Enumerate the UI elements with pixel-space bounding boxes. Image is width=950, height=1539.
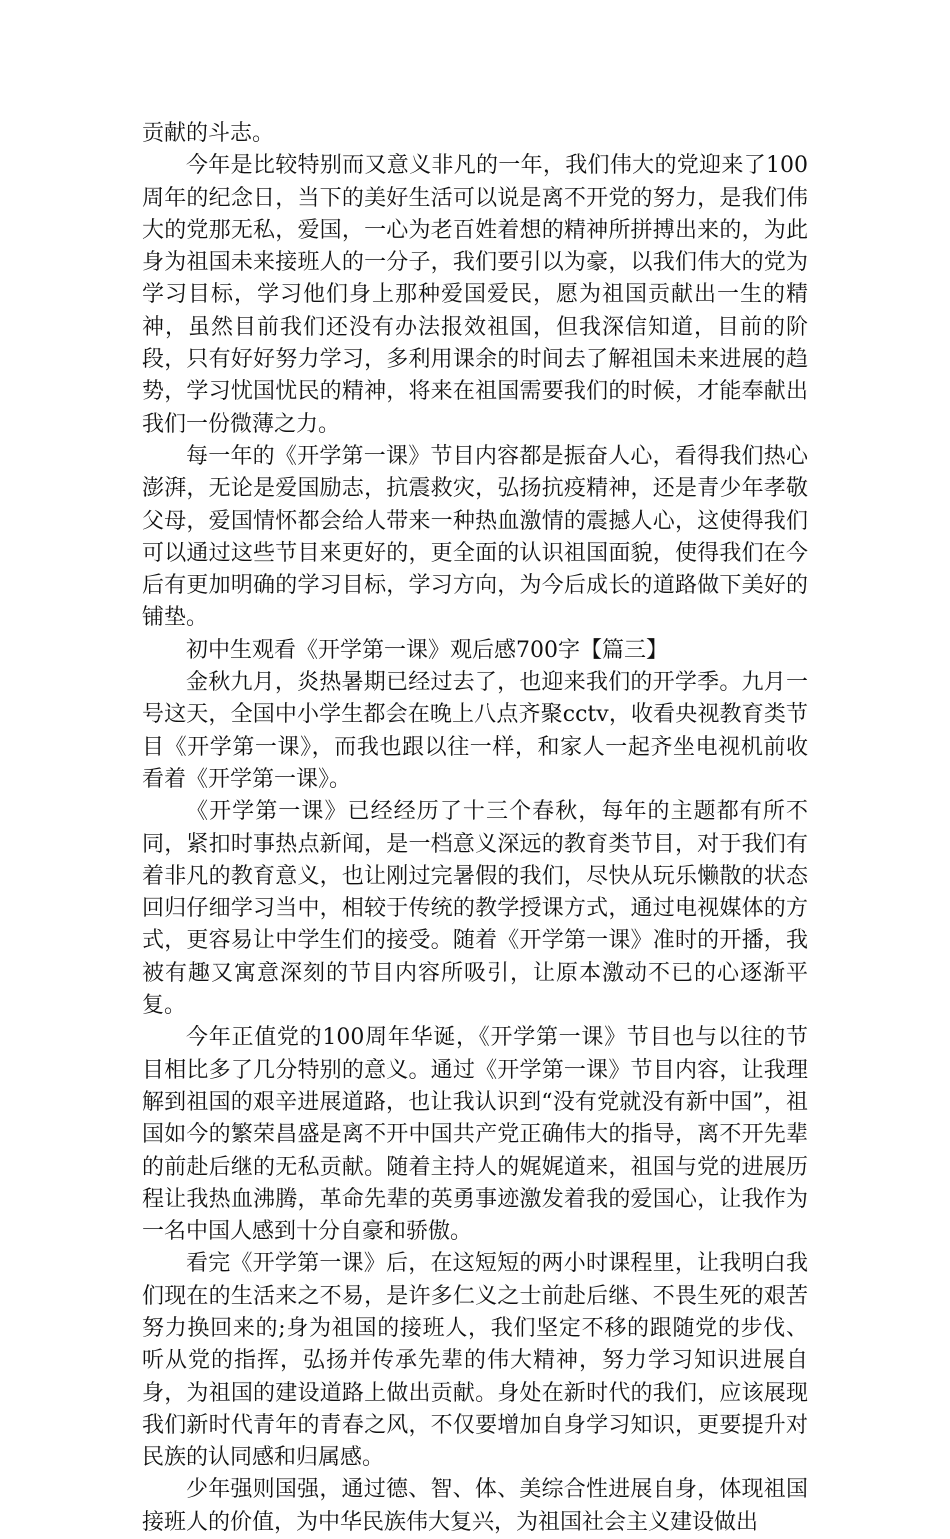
- paragraph-strong-youth: 少年强则国强，通过德、智、体、美综合性进展自身，体现祖国接班人的价值，为中华民族伟大复兴，为祖国社会主义建设做出: [142, 1477, 808, 1535]
- paragraph-continuation: 贡献的斗志。: [142, 121, 275, 146]
- document-body: [142, 118, 808, 1539]
- paragraph-golden-autumn: 金秋九月，炎热暑期已经过去了，也迎来我们的开学季。九月一号这天，全国中小学生都会在晚上八点齐聚cctv，收看央视教育类节目《开学第一课》，而我也跟以往一样，和家人一起齐坐电视机前收看着《开学第一课》。: [142, 670, 808, 792]
- paragraph-program-inspiring: 每一年的《开学第一课》节目内容都是振奋人心，看得我们热心澎湃，无论是爱国励志，抗震救灾，弘扬抗疫精神，还是青少年孝敬父母，爱国情怀都会给人带来一种热血激情的震撼人心，这使得我们可以通过这些节目来更好的，更全面的认识祖国面貌，使得我们在今后有更加明确的学习目标，学习方向，为今后成长的道路做下美好的铺垫。: [142, 443, 808, 631]
- section-heading: 初中生观看《开学第一课》观后感700字【篇三】: [186, 637, 668, 663]
- paragraph-after-watching: 看完《开学第一课》后，在这短短的两小时课程里，让我明白我们现在的生活来之不易，是许多仁义之士前赴后继、不畏生死的艰苦努力换回来的;身为祖国的接班人，我们坚定不移的跟随党的步伐、听从党的指挥，弘扬并传承先辈的伟大精神，努力学习知识进展自身，为祖国的建设道路上做出贡献。身处在新时代的我们，应该展现我们新时代青年的青春之风，不仅要增加自身学习知识，更要提升对民族的认同感和归属感。: [142, 1251, 808, 1471]
- paragraph-centenary-meaning: 今年正值党的100周年华诞，《开学第一课》节目也与以往的节目相比多了几分特别的意义。通过《开学第一课》节目内容，让我理解到祖国的艰辛进展道路，也让我认识到“没有党就没有新中国”，祖国如今的繁荣昌盛是离不开中国共产党正确伟大的指导，离不开先辈的前赴后继的无私贡献。随着主持人的娓娓道来，祖国与党的进展历程让我热血沸腾，革命先辈的英勇事迹激发着我的爱国心，让我作为一名中国人感到十分自豪和骄傲。: [142, 1025, 808, 1245]
- paragraph-thirteen-years: 《开学第一课》已经经历了十三个春秋，每年的主题都有所不同，紧扣时事热点新闻，是一档意义深远的教育类节目，对于我们有着非凡的教育意义，也让刚过完暑假的我们，尽快从玩乐懒散的状态回归仔细学习当中，相较于传统的教学授课方式，通过电视媒体的方式，更容易让中学生们的接受。随着《开学第一课》准时的开播，我被有趣又寓意深刻的节目内容所吸引，让原本激动不已的心逐渐平复。: [142, 799, 808, 1019]
- paragraph-party-centenary: 今年是比较特别而又意义非凡的一年，我们伟大的党迎来了100周年的纪念日，当下的美好生活可以说是离不开党的努力，是我们伟大的党那无私，爱国，一心为老百姓着想的精神所拼搏出来的，为此身为祖国未来接班人的一分子，我们要引以为豪，以我们伟大的党为学习目标，学习他们身上那种爱国爱民，愿为祖国贡献出一生的精神，虽然目前我们还没有办法报效祖国，但我深信知道，目前的阶段，只有好好努力学习，多利用课余的时间去了解祖国未来进展的趋势，学习忧国忧民的精神，将来在祖国需要我们的时候，才能奉献出我们一份微薄之力。: [142, 153, 808, 437]
